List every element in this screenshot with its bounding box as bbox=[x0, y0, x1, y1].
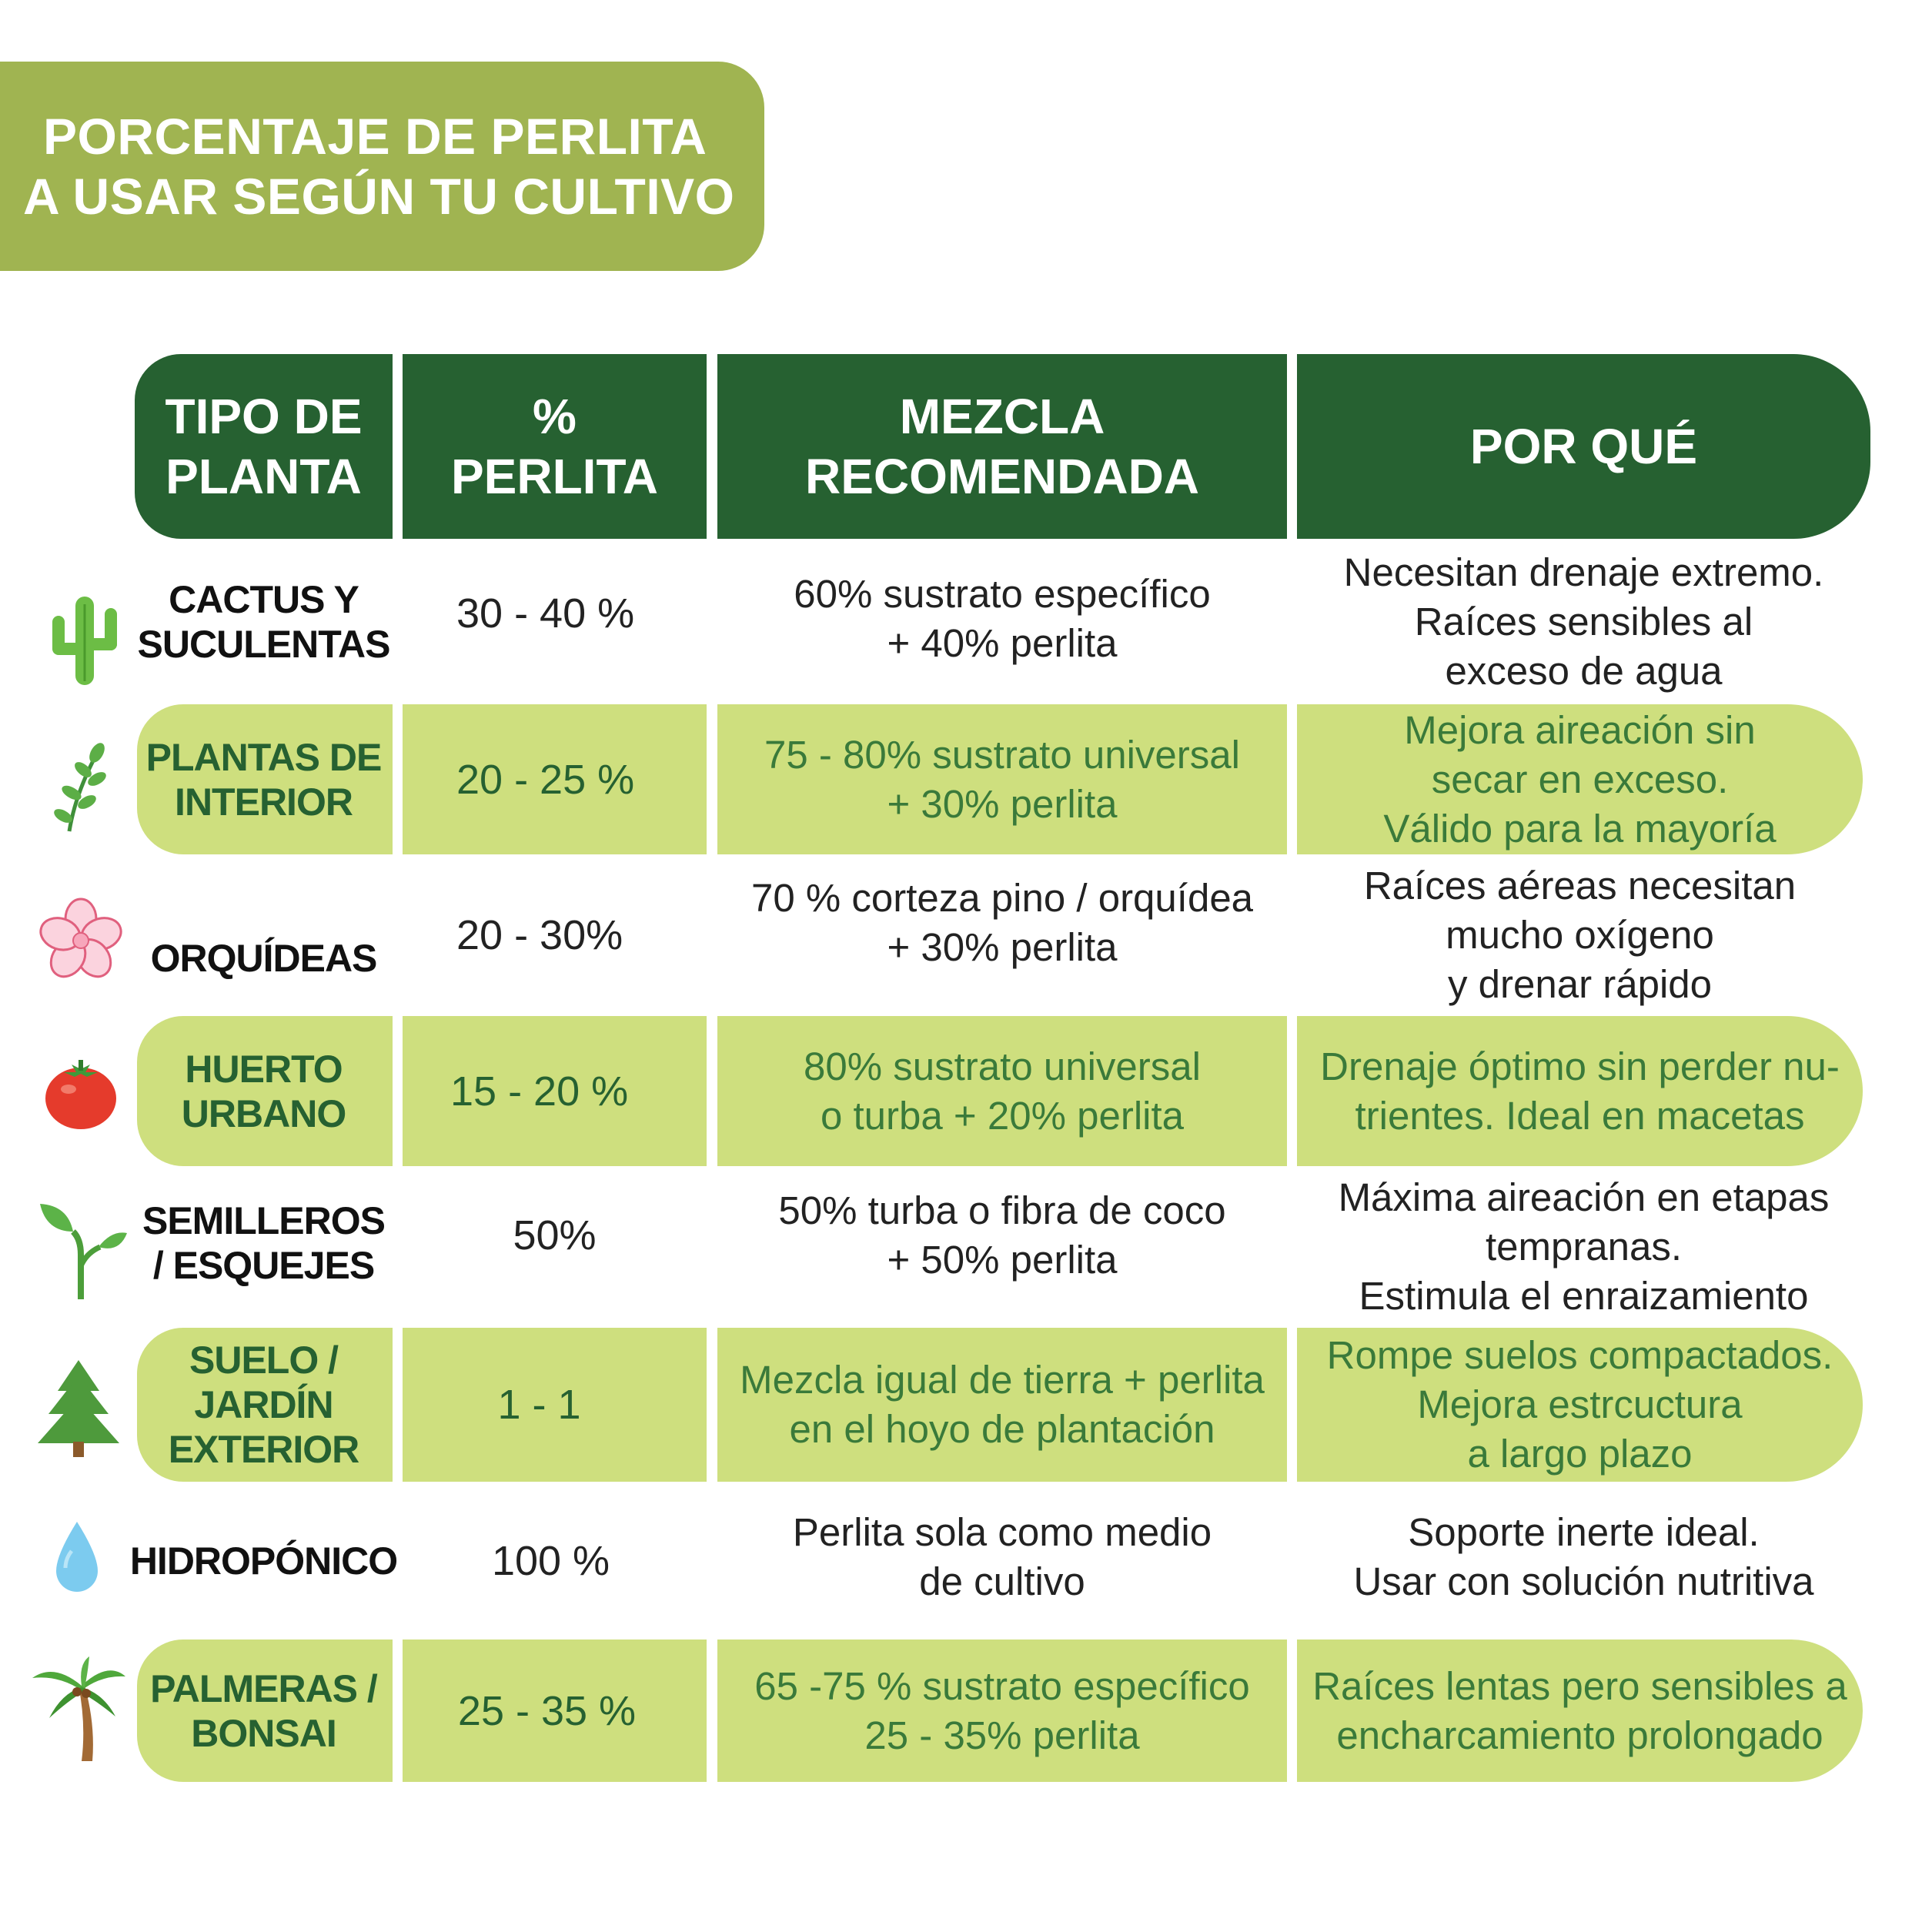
why-line: Usar con solución nutritiva bbox=[1353, 1559, 1814, 1603]
perlite-value: 50% bbox=[513, 1212, 597, 1258]
title-line-1: PORCENTAJE DE PERLITA bbox=[43, 108, 707, 165]
title-line-2: A USAR SEGÚN TU CULTIVO bbox=[23, 168, 735, 225]
plant-name-line: INTERIOR bbox=[175, 780, 353, 824]
why-text bbox=[1297, 1016, 1863, 1166]
mix-line: Mezcla igual de tierra + perlita bbox=[740, 1358, 1265, 1402]
recommended-mix bbox=[717, 1016, 1287, 1166]
why-line: Mejora estrcuctura bbox=[1417, 1382, 1743, 1426]
mix-line: 60% sustrato específico bbox=[794, 572, 1211, 616]
plant-name-line: BONSAI bbox=[191, 1711, 336, 1755]
plant-name-line: SUCULENTAS bbox=[137, 622, 390, 666]
plant-name-line: SEMILLEROS bbox=[142, 1199, 386, 1242]
why-text bbox=[1297, 1489, 1870, 1632]
plant-name-line: HIDROPÓNICO bbox=[129, 1539, 398, 1583]
table-row bbox=[0, 862, 1932, 1008]
why-line: Necesitan drenaje extremo. bbox=[1343, 550, 1824, 594]
mix-line: 75 - 80% sustrato universal bbox=[764, 732, 1240, 777]
plant-name-line: / ESQUEJES bbox=[152, 1244, 375, 1287]
header-perlite-line1: % bbox=[533, 389, 577, 444]
header-perlite-percent bbox=[403, 354, 707, 539]
plant-name-line: SUELO / bbox=[189, 1339, 339, 1382]
perlite-value: 25 - 35 % bbox=[457, 1687, 637, 1734]
herb-leaf-icon bbox=[52, 739, 114, 835]
header-mix-line2: RECOMENDADA bbox=[805, 449, 1199, 504]
why-line: Válido para la mayoría bbox=[1383, 806, 1777, 851]
plant-name bbox=[135, 1328, 393, 1482]
table-row bbox=[0, 1016, 1932, 1166]
table-row bbox=[0, 547, 1932, 697]
why-line: Máxima aireación en etapas bbox=[1338, 1175, 1830, 1219]
why-line: encharcamiento prolongado bbox=[1336, 1713, 1823, 1757]
why-line: Estimula el enraizamiento bbox=[1359, 1274, 1809, 1318]
mix-line: + 30% perlita bbox=[887, 781, 1118, 826]
header-why bbox=[1297, 354, 1870, 539]
mix-line: Perlita sola como medio bbox=[792, 1509, 1212, 1554]
plant-name-line: ORQUÍDEAS bbox=[150, 937, 377, 980]
plant-name bbox=[135, 547, 393, 697]
why-line: tempranas. bbox=[1485, 1225, 1683, 1269]
plant-name bbox=[131, 1489, 396, 1632]
perlite-value: 100 % bbox=[491, 1537, 610, 1584]
plant-name bbox=[135, 1174, 393, 1320]
why-line: secar en exceso. bbox=[1431, 757, 1729, 801]
seedling-icon bbox=[38, 1201, 127, 1301]
header-plant-line2: PLANTA bbox=[165, 449, 362, 504]
table-row bbox=[0, 1174, 1932, 1320]
why-text bbox=[1297, 547, 1870, 697]
perlite-percent bbox=[403, 547, 707, 697]
perlite-value: 1 - 1 bbox=[497, 1382, 581, 1428]
why-line: Raíces lentas pero sensibles a bbox=[1312, 1663, 1847, 1708]
perlite-percent bbox=[403, 1640, 707, 1782]
perlite-percent bbox=[403, 1489, 707, 1632]
why-line: mucho oxígeno bbox=[1446, 913, 1714, 957]
title-banner bbox=[0, 62, 764, 271]
plant-name-line: CACTUS Y bbox=[169, 577, 359, 621]
plant-name bbox=[135, 704, 393, 854]
mix-line: en el hoyo de plantación bbox=[789, 1407, 1215, 1451]
tomato-icon bbox=[42, 1058, 119, 1131]
plant-name-line: JARDÍN bbox=[194, 1383, 333, 1426]
perlite-percent bbox=[403, 1016, 707, 1166]
cherry-blossom-icon bbox=[37, 897, 125, 985]
header-recommended-mix bbox=[717, 354, 1287, 539]
why-text bbox=[1297, 1640, 1863, 1782]
why-line: exceso de agua bbox=[1445, 648, 1723, 693]
table-row bbox=[0, 1489, 1932, 1632]
why-line: Drenaje óptimo sin perder nu- bbox=[1320, 1044, 1840, 1088]
plant-name-line: PALMERAS / bbox=[150, 1666, 377, 1710]
plant-name bbox=[135, 1640, 393, 1782]
table-row bbox=[0, 1328, 1932, 1482]
recommended-mix bbox=[717, 1174, 1287, 1320]
perlite-value: 20 - 25 % bbox=[456, 756, 635, 803]
recommended-mix bbox=[717, 862, 1287, 1008]
why-line: trientes. Ideal en macetas bbox=[1355, 1093, 1805, 1138]
table-row bbox=[0, 1640, 1932, 1782]
mix-line: 50% turba o fibra de coco bbox=[778, 1188, 1226, 1232]
perlite-value: 20 - 30% bbox=[456, 912, 623, 958]
table-row bbox=[0, 704, 1932, 854]
evergreen-tree-icon bbox=[35, 1359, 123, 1459]
perlite-value: 15 - 20 % bbox=[450, 1068, 629, 1115]
why-text bbox=[1297, 1174, 1870, 1320]
plant-name bbox=[135, 862, 393, 1008]
mix-line: 65 -75 % sustrato específico bbox=[754, 1663, 1250, 1708]
mix-line: + 40% perlita bbox=[887, 621, 1118, 665]
perlite-percent bbox=[403, 1174, 707, 1320]
plant-name-line: EXTERIOR bbox=[168, 1428, 359, 1471]
why-text bbox=[1297, 1328, 1863, 1482]
recommended-mix bbox=[717, 1640, 1287, 1782]
perlite-percent bbox=[403, 1328, 707, 1482]
header-plant-type bbox=[135, 354, 393, 539]
recommended-mix bbox=[717, 1328, 1287, 1482]
mix-line: o turba + 20% perlita bbox=[820, 1093, 1185, 1138]
perlite-percent bbox=[403, 862, 707, 1008]
mix-line: 70 % corteza pino / orquídea bbox=[750, 876, 1254, 920]
palm-tree-icon bbox=[31, 1655, 127, 1763]
cactus-icon bbox=[46, 589, 123, 689]
mix-line: + 50% perlita bbox=[887, 1238, 1118, 1282]
mix-line: de cultivo bbox=[919, 1559, 1085, 1603]
recommended-mix bbox=[717, 1489, 1287, 1632]
header-plant-line1: TIPO DE bbox=[165, 389, 363, 444]
recommended-mix bbox=[717, 547, 1287, 697]
why-line: Soporte inerte ideal. bbox=[1408, 1509, 1760, 1554]
why-line: y drenar rápido bbox=[1447, 962, 1713, 1006]
header-perlite-line2: PERLITA bbox=[450, 449, 659, 504]
perlite-percent bbox=[403, 704, 707, 854]
header-why-line1: POR QUÉ bbox=[1469, 419, 1698, 474]
plant-name-line: PLANTAS DE bbox=[145, 735, 382, 779]
why-line: Rompe suelos compactados. bbox=[1326, 1333, 1833, 1377]
mix-line: 25 - 35% perlita bbox=[864, 1713, 1140, 1757]
why-text bbox=[1297, 704, 1863, 854]
plant-name bbox=[135, 1016, 393, 1166]
mix-line: + 30% perlita bbox=[887, 925, 1118, 969]
why-text bbox=[1297, 862, 1863, 1008]
header-mix-line1: MEZCLA bbox=[899, 389, 1105, 444]
water-drop-icon bbox=[50, 1520, 104, 1597]
why-line: Raíces sensibles al bbox=[1414, 599, 1753, 643]
recommended-mix bbox=[717, 704, 1287, 854]
plant-name-line: URBANO bbox=[181, 1091, 346, 1135]
why-line: a largo plazo bbox=[1467, 1432, 1693, 1476]
perlite-value: 30 - 40 % bbox=[456, 590, 635, 637]
plant-name-line: HUERTO bbox=[185, 1047, 343, 1091]
why-line: Mejora aireación sin bbox=[1404, 707, 1756, 752]
mix-line: 80% sustrato universal bbox=[804, 1044, 1201, 1088]
why-line: Raíces aéreas necesitan bbox=[1363, 864, 1797, 908]
